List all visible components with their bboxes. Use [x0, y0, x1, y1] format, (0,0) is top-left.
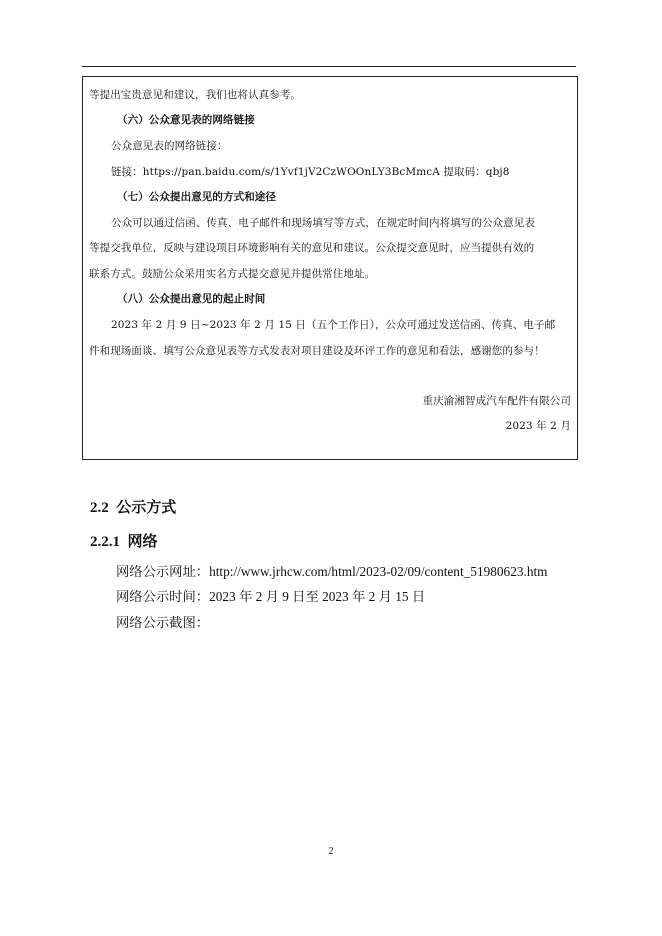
- section-7-para-line-3: 联系方式。鼓励公众采用实名方式提交意见并提供常住地址。: [89, 268, 376, 280]
- section-6-label: 公众意见表的网络链接：: [111, 140, 228, 152]
- notice-continued-line: 等提出宝贵意见和建议，我们也将认真参考。: [89, 89, 301, 101]
- section-7-para-line-1: 公众可以通过信函、传真、电子邮件和现场填写等方式，在规定时间内将填写的公众意见表: [111, 217, 535, 229]
- publicity-time-line: 网络公示时间：2023 年 2 月 9 日至 2023 年 2 月 15 日: [116, 589, 426, 604]
- section-2-2-1-heading: [90, 530, 158, 551]
- section-6-title: （六）公众意见表的网络链接: [117, 114, 255, 126]
- section-8-para-line-1: 2023 年 2 月 9 日~2023 年 2 月 15 日（五个工作日），公众可通过发送信函、传真、电子邮: [111, 319, 556, 331]
- notice-box: [82, 76, 578, 460]
- company-signature: 重庆渝湘智成汽车配件有限公司: [422, 395, 571, 407]
- page-number: 2: [328, 846, 334, 857]
- notice-date: 2023 年 2 月: [505, 420, 571, 432]
- header-rule: [82, 66, 576, 67]
- section-2-2-heading: [90, 496, 176, 517]
- section-8-title: （八）公众提出意见的起止时间: [117, 293, 266, 305]
- publicity-url-line: 网络公示网址：http://www.jrhcw.com/html/2023-02/09/content_51980623.htm: [116, 564, 548, 579]
- section-7-para-line-2: 等提交我单位，反映与建设项目环境影响有关的意见和建议。公众提交意见时，应当提供有效的: [89, 242, 535, 254]
- section-2-2-1-title: 网络: [127, 532, 158, 550]
- publicity-screenshot-label: 网络公示截图：: [116, 615, 210, 630]
- section-8-para-line-2: 件和现场面谈、填写公众意见表等方式发表对项目建设及环评工作的意见和看法，感谢您的参与！: [89, 345, 545, 357]
- section-2-2-number: 2.2: [90, 500, 109, 516]
- section-2-2-title: 公示方式: [116, 498, 177, 516]
- section-7-title: （七）公众提出意见的方式和途径: [117, 191, 276, 203]
- section-2-2-1-number: 2.2.1: [90, 534, 120, 550]
- section-6-link[interactable]: 链接：https://pan.baidu.com/s/1Yvf1jV2CzWOOnLY3BcMmcA 提取码：qbj8: [111, 166, 510, 178]
